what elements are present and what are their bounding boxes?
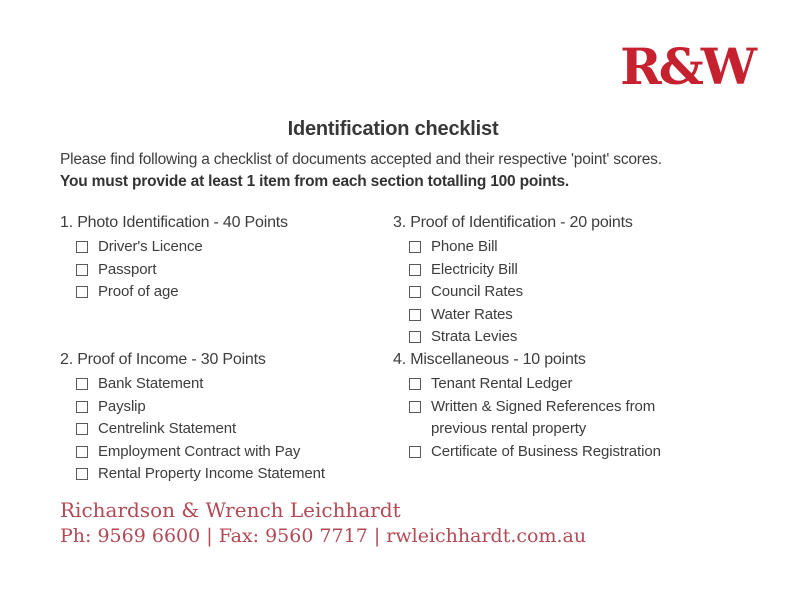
checklist-item	[60, 418, 392, 441]
checklist-item-label: Water Rates	[431, 305, 513, 323]
section-proof-of-identification	[393, 212, 725, 349]
footer-company-name: Richardson & Wrench Leichhardt	[60, 498, 401, 522]
checklist-item-label: Strata Levies	[431, 328, 518, 345]
checkbox[interactable]	[409, 264, 421, 276]
checklist-item-label: Tenant Rental Ledger	[431, 375, 573, 392]
section-heading: 2. Proof of Income - 30 Points	[60, 351, 266, 368]
checkbox[interactable]	[76, 468, 88, 480]
checkbox[interactable]	[76, 401, 88, 413]
checkbox[interactable]	[409, 241, 421, 253]
checkbox[interactable]	[76, 378, 88, 390]
checklist-item-label: Council Rates	[431, 283, 524, 300]
checklist-item-label: Passport	[98, 260, 157, 278]
checklist-item	[393, 373, 725, 396]
checklist-item	[393, 441, 725, 464]
checkbox[interactable]	[76, 446, 88, 458]
section-photo-identification	[60, 212, 392, 304]
rw-logo: R&W	[620, 37, 754, 96]
checklist-item-label: Payslip	[98, 397, 146, 415]
checklist-item-label: Written & Signed References from previous rental property	[431, 397, 656, 437]
checkbox[interactable]	[409, 286, 421, 298]
section-proof-of-income	[60, 349, 392, 486]
checklist-item	[393, 304, 725, 327]
checklist-item-label: Certificate of Business Registration	[431, 442, 661, 460]
checklist-item	[60, 373, 392, 396]
checklist-item-label: Driver's Licence	[98, 238, 203, 255]
checklist-item	[60, 281, 392, 304]
intro-line-2: You must provide at least 1 item from each section totalling 100 points.	[60, 173, 569, 190]
page-title: Identification checklist	[287, 118, 499, 140]
section-heading: 3. Proof of Identification - 20 points	[393, 214, 633, 231]
checklist-item	[393, 281, 725, 304]
intro-text	[60, 149, 764, 193]
checklist-item	[60, 463, 392, 486]
checkbox[interactable]	[409, 378, 421, 390]
checklist-item-label: Electricity Bill	[431, 260, 518, 278]
checklist-item	[393, 236, 725, 259]
checklist-item	[393, 259, 725, 282]
checkbox[interactable]	[76, 264, 88, 276]
section-heading: 4. Miscellaneous - 10 points	[393, 351, 586, 368]
checklist-item	[60, 236, 392, 259]
checkbox[interactable]	[76, 241, 88, 253]
checkbox[interactable]	[76, 423, 88, 435]
checklist-item-label: Rental Property Income Statement	[98, 465, 325, 482]
checklist-item-label: Employment Contract with Pay	[98, 442, 301, 460]
checkbox[interactable]	[409, 446, 421, 458]
footer-contact-line: Ph: 9569 6600 | Fax: 9560 7717 | rwleichhardt.com.au	[60, 525, 587, 547]
footer-contact-block	[60, 497, 586, 549]
checklist-item-label: Bank Statement	[98, 375, 204, 392]
checkbox[interactable]	[76, 286, 88, 298]
checklist-item	[60, 259, 392, 282]
checklist-item-label: Proof of age	[98, 283, 179, 300]
section-heading: 1. Photo Identification - 40 Points	[60, 214, 288, 231]
checkbox[interactable]	[409, 331, 421, 343]
checklist-item-label: Centrelink Statement	[98, 420, 237, 437]
checklist-item-label: Phone Bill	[431, 238, 498, 255]
checklist-item	[393, 326, 725, 349]
checklist-item	[60, 441, 392, 464]
section-miscellaneous	[393, 349, 725, 463]
intro-line-1: Please find following a checklist of documents accepted and their respective 'point' scores.	[60, 151, 662, 168]
checkbox[interactable]	[409, 309, 421, 321]
checklist-item	[60, 396, 392, 419]
checklist-item	[393, 396, 725, 441]
checkbox[interactable]	[409, 401, 421, 413]
